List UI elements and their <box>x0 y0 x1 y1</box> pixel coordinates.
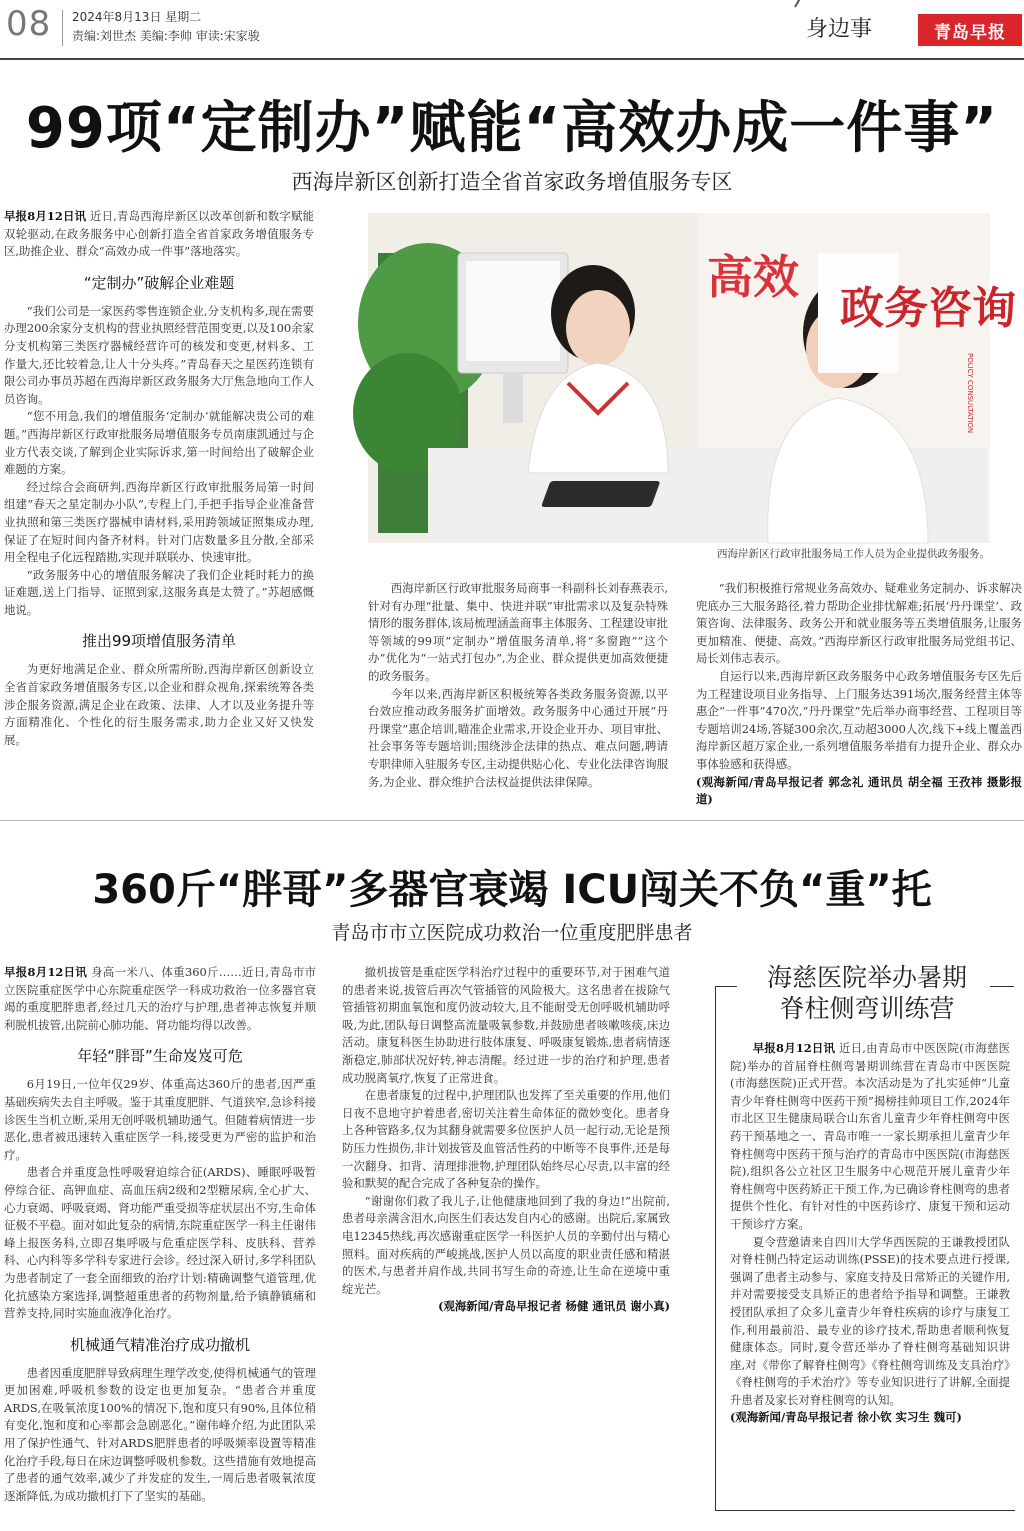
story1-lead-text: 近日,青岛西海岸新区以改革创新和数字赋能双轮驱动,在政务服务中心创新打造全省首家政务增值服务专区,助推企业、群众“高效办成一件事”落地落实。 <box>4 209 314 259</box>
story2-dateline: 早报8月12日讯 <box>4 965 88 979</box>
masthead-logo: 青岛早报 <box>918 14 1022 46</box>
story3-column <box>730 1040 1010 1506</box>
photo-sign-left: 高效 <box>707 250 799 304</box>
story2-paragraph: 6月19日,一位年仅29岁、体重高达360斤的患者,因严重基础疾病失去自主呼吸。鉴于其重度肥胖、气道狭窄,急诊科接诊医生当机立断,采用无创呼吸机辅助通气。但随着病情进一步恶化,患者被迅速转入重症医学一科,接受更为严密的监护和治疗。 <box>4 1077 316 1162</box>
story3-headline-line1: 海慈医院举办暑期 <box>766 963 967 992</box>
story1-paragraph: 经过综合会商研判,西海岸新区行政审批服务局第一时间组建“春天之星定制办小队”,专程上门,手把手指导企业准备营业执照和第三类医疗器械申请材料,采用跨领域证照集成办理,保证了在短时间内备齐材料。针对门店数量多且分散,全部采用全程电子化远程踏勘,实现并联联办、快速审批。 <box>4 479 314 565</box>
story1-paragraph: “政务服务中心的增值服务解决了我们企业耗时耗力的换证难题,送上门指导、证照到家,这服务真是太赞了。”苏超感慨地说。 <box>4 567 314 617</box>
story2-subheadline: 青岛市市立医院成功救治一位重度肥胖患者 <box>331 922 693 944</box>
header-divider <box>62 10 63 46</box>
story2-subhead-b: 机械通气精准治疗成功撤机 <box>69 1335 250 1354</box>
story3-byline: (观海新闻/青岛早报记者 徐小钦 实习生 魏可) <box>730 1410 962 1425</box>
story2-headline: 360斤“胖哥”多器官衰竭 ICU闯关不负“重”托 <box>92 867 932 913</box>
section-name: 身边事 <box>806 17 873 42</box>
photo-sign-sub: POLICY CONSULTATION <box>966 353 974 434</box>
header-rule <box>0 58 1024 60</box>
story1-headline: 99项“定制办”赋能“高效办成一件事” <box>25 96 999 161</box>
story1-paragraph: 今年以来,西海岸新区积极统筹各类政务服务资源,以平台效应推动政务服务扩面增效。政务服务中心通过开展“丹丹课堂”惠企培训,瞄准企业需求,开设企业开办、项目审批、社会事务等专题培训;围绕涉企法律的热点、难点问题,聘请专职律师入驻服务专区,主动提供贴心化、专业化法律咨询服务,为企业、群众维护合法权益提供法律保障。 <box>368 686 668 789</box>
office-scene-illustration <box>368 213 1016 543</box>
story2-paragraph: “谢谢你们救了我儿子,让他健康地回到了我的身边!”出院前,患者母亲满含泪水,向医生们表达发自内心的感谢。出院后,家属致电12345热线,再次感谢重症医学一科医护人员的辛勤付出与精心照料。面对疾病的严峻挑战,医护人员以高度的职业责任感和精湛的医术,与患者并肩作战,共同书写生命的奇迹,让生命在逆境中重绽光芒。 <box>342 1193 670 1296</box>
box-border-bottom <box>715 1510 1015 1511</box>
story1-byline: (观海新闻/青岛早报记者 郭念礼 通讯员 胡全福 王孜祎 摄影报道) <box>696 774 1022 807</box>
story1-subheadline: 西海岸新区创新打造全省首家政务增值服务专区 <box>291 170 733 194</box>
story1-photo-caption: 西海岸新区行政审批服务局工作人员为企业提供政务服务。 <box>717 548 990 560</box>
story2-lead-text: 身高一米八、体重360斤……近日,青岛市市立医院重症医学中心东院重症医学一科成功救治一位多器官衰竭的重度肥胖患者,经过几天的治疗与护理,患者神志恢复并顺利脱机拔管,出院前心肺功能、肾功能均得以改善。 <box>4 965 317 1032</box>
story-divider <box>0 820 1024 821</box>
story3-lead-text: 近日,由青岛市中医医院(市海慈医院)举办的首届脊柱侧弯暑期训练营在青岛市中医医院(市海慈医院)正式开营。本次活动是为了扎实延伸“儿童青少年脊柱侧弯中医药干预”揭榜挂帅项目工作,2024年市北区卫生健康局联合山东省儿童青少年脊柱侧弯中医药干预基地之一、青岛市唯一一家长期承担儿童青少年脊柱侧弯中医药干预与治疗的青岛市中医医院(市海慈医院),组织各公立社区卫生服务中心规范开展儿童青少年脊柱侧弯中医药矫正干预工作,为已确诊脊柱侧弯的患者提供个性化、有针对性的中医药诊疗、康复干预和运动干预诊疗方案。 <box>730 1041 1011 1231</box>
story2-subhead-a: 年轻“胖哥”生命岌岌可危 <box>77 1047 243 1066</box>
box-border-left <box>715 986 716 1511</box>
photo-sign-right: 政务咨询 <box>840 283 1016 334</box>
story2-byline: (观海新闻/青岛早报记者 杨健 通讯员 谢小真) <box>438 1299 670 1314</box>
story2-column-left <box>4 964 316 1531</box>
story1-subhead-a: “定制办”破解企业难题 <box>83 273 235 292</box>
issue-date: 2024年8月13日 星期二 <box>72 10 202 24</box>
story2-paragraph: 撤机拔管是重症医学科治疗过程中的重要环节,对于困难气道的患者来说,拔管后再次气管插管的风险极大。这名患者在拔除气管插管初期血氧饱和度仍波动较大,且不能耐受无创呼吸机辅助呼吸,为此,团队每日调整高流量吸氧参数,并鼓励患者咳嗽咳痰,床边活动。康复科医生协助进行肢体康复、呼吸康复锻炼,患者病情逐渐稳定,肺部状况好转,神志清醒。经过进一步的治疗和护理,患者成功脱离氧疗,恢复了正常进食。 <box>342 965 670 1085</box>
story1-photo <box>368 213 1016 543</box>
story1-paragraph: “我们积极推行常规业务高效办、疑难业务定制办、诉求解决兜底办三大服务路径,着力帮助企业排忧解难;拓展‘丹丹课堂’、政策咨询、法律服务、政务公开和就业服务等五类增值服务,让服务更加精准、便捷、高效。”西海岸新区行政审批服务局党组书记、局长刘伟志表示。 <box>696 581 1022 666</box>
story2-paragraph: 在患者康复的过程中,护理团队也发挥了至关重要的作用,他们日夜不息地守护着患者,密切关注着生命体征的微妙变化。患者身上各种管路多,仅为其翻身就需要多位医护人员一起行动,无论是预防压力性损伤,非计划拔管及血管活性药的中断等不良事件,还是每一次翻身、扣背、清理排泄物,护理团队始终尽心尽责,以丰富的经验和默契的配合完成了各种复杂的操作。 <box>342 1088 670 1191</box>
story1-column-right <box>696 580 1022 816</box>
story2-column-middle <box>342 964 670 1531</box>
story2-lead <box>4 964 316 1034</box>
story3-headline <box>728 962 1006 1024</box>
story1-paragraph: “我们公司是一家医药零售连锁企业,分支机构多,现在需要办理200余家分支机构的营业执照经营范围变更,以及100余家分支机构第三类医疗器械经营许可的核发和变更,材料多、工作量大,还比较着急,让人十分头疼。”青岛春天之星医药连锁有限公司办事员苏超在西海岸新区政务服务大厅焦急地向工作人员咨询。 <box>4 303 314 406</box>
story2-paragraph: 患者合并重度急性呼吸窘迫综合征(ARDS)、睡眠呼吸暂停综合征、高钾血症、高血压病2级和2型糖尿病,全心扩大、心力衰竭、呼吸衰竭、肾功能严重受损等症状层出不穷,生命体征极不平稳。面对如此复杂的病情,东院重症医学一科主任谢伟峰上报医务科,立即召集呼吸与危重症医学科、皮肤科、营养科、心内科等多学科专家进行会诊。经过深入研讨,多学科团队为患者制定了一套全面细致的治疗计划:精确调整气道管理,优化抗感染方案选择,调整超重患者的药物剂量,给予镇静镇痛和营养支持,同时实施血液净化治疗。 <box>4 1165 316 1321</box>
story1-column-middle <box>368 580 668 816</box>
story3-paragraph: 夏令营邀请来自四川大学华西医院的王谦教授团队对脊柱侧凸特定运动训练(PSSE)的技术要点进行授课,强调了患者主动参与、家庭支持及日常矫正的关键作用,并对需要接受支具矫正的患者给予指导和调整。王谦教授团队承担了众多儿童青少年脊柱疾病的诊疗与康复工作,利用最前沿、最专业的诊疗技术,帮助患者顺利恢复健康体态。同时,夏令营还举办了脊柱侧弯基础知识讲座,对《带你了解脊柱侧弯》《脊柱侧弯训练及支具治疗》《脊柱侧弯的手术治疗》等专业知识进行了讲解,全面提升患者及家长对脊柱侧弯的认知。 <box>730 1234 1010 1407</box>
story2-paragraph: 患者因重度肥胖导致病理生理学改变,使得机械通气的管理更加困难,呼吸机参数的设定也更加复杂。“患者合并重度ARDS,在吸氧浓度100%的情况下,饱和度只有90%,且体位稍有变化,饱和度和心率都会急剧恶化。”谢伟峰介绍,为此团队采用了保护性通气、针对ARDS肥胖患者的呼吸频率设置等精准化治疗手段,每日在床边调整呼吸机参数。这些措施有效地提高了患者的通气效率,减少了并发症的发生,一周后患者吸氧浓度逐渐降低,为成功撤机打下了坚实的基础。 <box>4 1365 316 1503</box>
story3-headline-line2: 脊柱侧弯训练营 <box>779 994 955 1023</box>
story1-paragraph: “您不用急,我们的增值服务‘定制办’就能解决贵公司的难题。”西海岸新区行政审批服务局增值服务专员南康凯通过与企业方代表交谈,了解到企业实际诉求,第一时间给出了破解企业难题的方案。 <box>4 409 314 477</box>
story1-subhead-b: 推出99项增值服务清单 <box>81 632 237 651</box>
page-number: 08 <box>6 4 52 44</box>
story1-paragraph: 西海岸新区行政审批服务局商事一科副科长刘春燕表示,针对有办理“批量、集中、快进并联”审批需求以及复杂特殊情形的服务群体,该局梳理涵盖商事主体服务、工程建设审批等领域的99项“定制办”增值服务清单,将“多窗跑”“这个办”优化为“一站式打包办”,为企业、群众提供更加高效便捷的政务服务。 <box>368 581 668 683</box>
story1-paragraph: 自运行以来,西海岸新区政务服务中心政务增值服务专区先后为工程建设项目业务指导、上门服务达391场次,服务经营主体等惠企“一件事”470次,“丹丹课堂”先后举办商事经营、工程项目等专题培训24场,答疑300余次,互动超3000人次,线下+线上覆盖西海岸新区超万家企业,一系列增值服务举措有力提升企业、群众办事体验感和获得感。 <box>696 668 1022 771</box>
story1-column-left <box>4 208 314 818</box>
story1-paragraph: 为更好地满足企业、群众所需所盼,西海岸新区创新设立全省首家政务增值服务专区,以企业和群众视角,探索统筹各类涉企服务资源,满足企业在政策、法律、人才以及业务提升等方面精准化、个性化的衍生服务需求,助力企业又好又快发展。 <box>4 662 314 747</box>
editor-credits: 责编:刘世杰 美编:李帅 审读:宋家骏 <box>72 29 260 43</box>
story3-dateline: 早报8月12日讯 <box>752 1041 836 1055</box>
story3-lead <box>730 1040 1010 1234</box>
story1-lead <box>4 208 314 261</box>
story1-dateline: 早报8月12日讯 <box>4 209 87 223</box>
header-slash <box>794 0 810 8</box>
